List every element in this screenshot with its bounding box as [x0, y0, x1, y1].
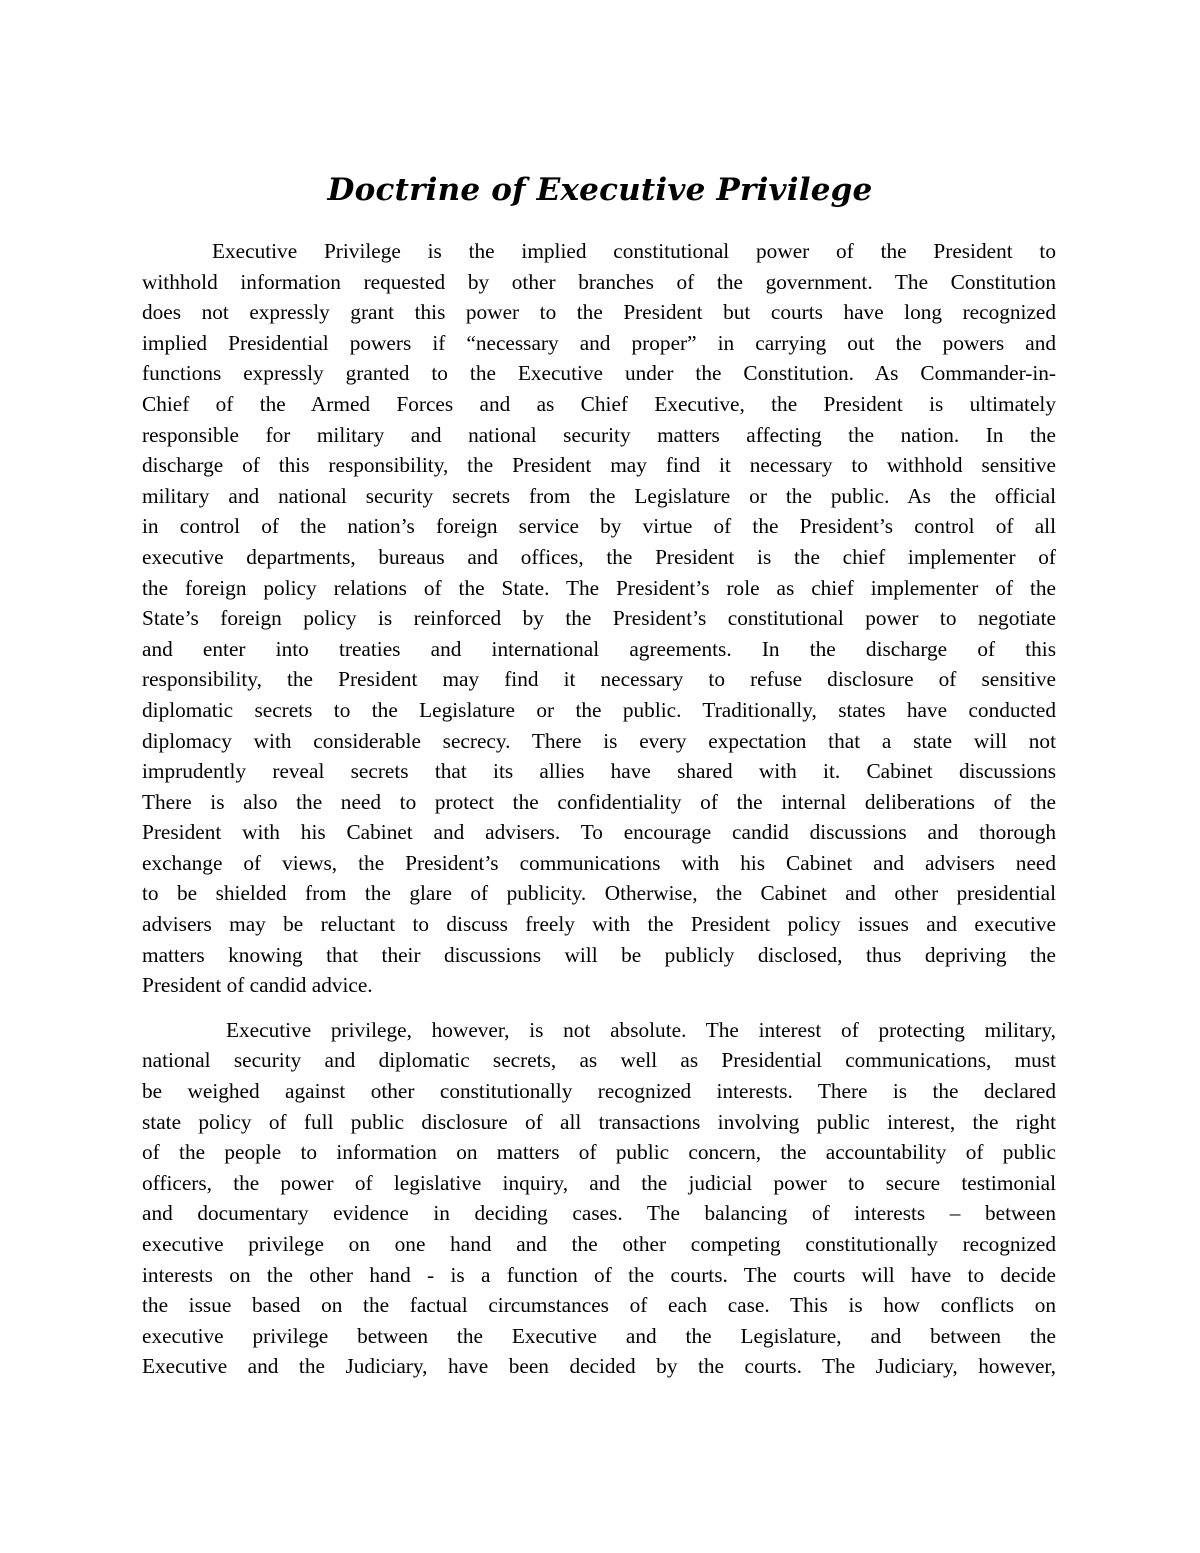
text-line: to be shielded from the glare of publicity. Otherwise, the Cabinet and other presidential [142, 881, 1056, 906]
text-line: responsibility, the President may find it necessary to refuse disclosure of sensitive [142, 667, 1056, 692]
text-line: There is also the need to protect the confidentiality of the internal deliberations of the [142, 789, 1056, 814]
text-line: the foreign policy relations of the State. The President’s role as chief implementer of the [142, 575, 1056, 600]
text-line: the issue based on the factual circumstances of each case. This is how conflicts on [142, 1293, 1056, 1318]
text-line: State’s foreign policy is reinforced by the President’s constitutional power to negotiate [142, 606, 1056, 631]
text-line: executive privilege between the Executive and the Legislature, and between the [142, 1323, 1056, 1348]
document-title: Doctrine of Executive Privilege [327, 172, 873, 208]
text-line: implied Presidential powers if “necessary and proper” in carrying out the powers and [142, 330, 1056, 355]
text-line: and documentary evidence in deciding cases. The balancing of interests – between [142, 1201, 1056, 1226]
text-line: President of candid advice. [142, 973, 373, 998]
text-line: functions expressly granted to the Executive under the Constitution. As Commander-in- [142, 361, 1056, 386]
text-line: Executive and the Judiciary, have been decided by the courts. The Judiciary, however, [142, 1354, 1056, 1379]
text-line: President with his Cabinet and advisers. To encourage candid discussions and thorough [142, 820, 1056, 845]
text-line: interests on the other hand - is a function of the courts. The courts will have to decide [142, 1262, 1056, 1287]
text-line: diplomacy with considerable secrecy. There is every expectation that a state will not [142, 728, 1056, 753]
text-line: responsible for military and national security matters affecting the nation. In the [142, 422, 1056, 447]
text-line: advisers may be reluctant to discuss freely with the President policy issues and executive [142, 912, 1056, 937]
text-line: does not expressly grant this power to the President but courts have long recognized [142, 300, 1056, 325]
text-line: Executive Privilege is the implied constitutional power of the President to [212, 239, 1056, 263]
text-line: be weighed against other constitutionally recognized interests. There is the declared [142, 1079, 1056, 1104]
text-line: diplomatic secrets to the Legislature or the public. Traditionally, states have conducted [142, 697, 1056, 722]
text-line: Executive privilege, however, is not absolute. The interest of protecting military, [226, 1017, 1056, 1042]
paragraph-1 [142, 236, 1056, 1001]
text-line: withhold information requested by other branches of the government. The Constitution [142, 269, 1056, 294]
text-line: military and national security secrets from the Legislature or the public. As the official [142, 483, 1056, 508]
paragraph-2 [142, 1015, 1056, 1382]
text-line: in control of the nation’s foreign service by virtue of the President’s control of all [142, 514, 1056, 539]
text-line: national security and diplomatic secrets, as well as Presidential communications, must [142, 1048, 1056, 1073]
text-line: state policy of full public disclosure of all transactions involving public interest, the right [142, 1109, 1056, 1134]
text-line: and enter into treaties and international agreements. In the discharge of this [142, 636, 1056, 661]
text-line: discharge of this responsibility, the President may find it necessary to withhold sensitive [142, 453, 1056, 478]
text-line: matters knowing that their discussions will be publicly disclosed, thus depriving the [142, 942, 1056, 967]
text-line: of the people to information on matters of public concern, the accountability of public [142, 1140, 1056, 1165]
text-line: officers, the power of legislative inquiry, and the judicial power to secure testimonial [142, 1170, 1056, 1195]
text-line: executive privilege on one hand and the other competing constitutionally recognized [142, 1232, 1056, 1256]
text-line: Chief of the Armed Forces and as Chief Executive, the President is ultimately [142, 391, 1056, 416]
text-line: exchange of views, the President’s communications with his Cabinet and advisers need [142, 850, 1056, 875]
document-body [142, 236, 1056, 1382]
text-line: imprudently reveal secrets that its allies have shared with it. Cabinet discussions [142, 759, 1056, 784]
text-line: executive departments, bureaus and offices, the President is the chief implementer of [142, 544, 1056, 569]
